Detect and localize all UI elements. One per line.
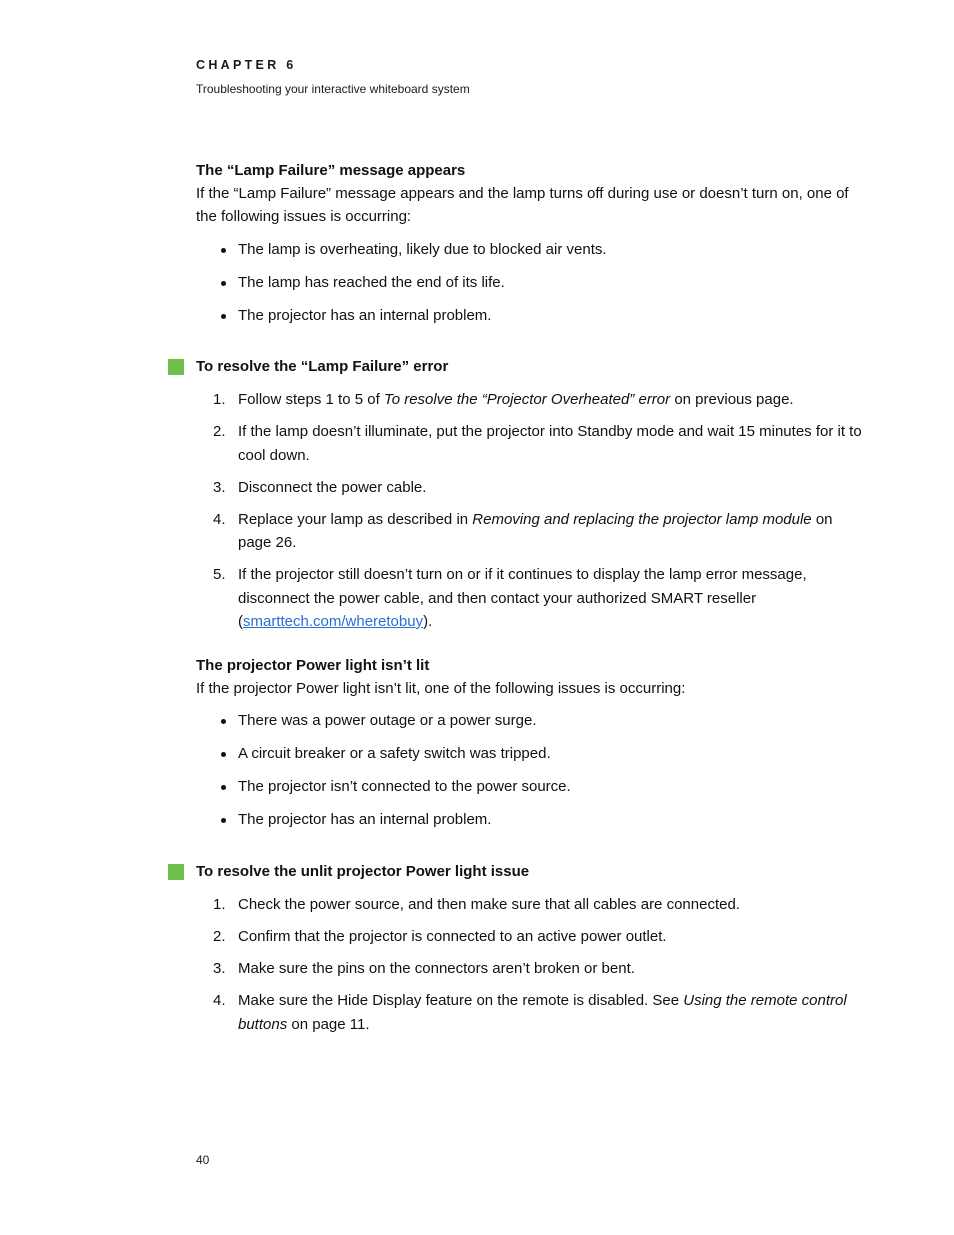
- list-item: The lamp is overheating, likely due to blocked air vents.: [196, 238, 868, 261]
- step-item: 4. Make sure the Hide Display feature on the remote is disabled. See Using the remote control buttons on page 11.: [196, 989, 868, 1036]
- section-intro: If the projector Power light isn’t lit, one of the following issues is occurring:: [196, 680, 686, 697]
- bullet-dot-icon: [221, 248, 226, 253]
- chapter-label: CHAPTER 6: [196, 58, 297, 72]
- procedure-square-icon: [168, 864, 184, 880]
- step-number: 2.: [213, 423, 226, 440]
- bullet-dot-icon: [221, 281, 226, 286]
- list-item: The projector has an internal problem.: [196, 304, 868, 327]
- issue-list: [196, 238, 868, 327]
- step-number: 2.: [213, 928, 226, 945]
- list-item: The projector isn’t connected to the power source.: [196, 775, 868, 798]
- step-item: 4. Replace your lamp as described in Removing and replacing the projector lamp module on page 26.: [196, 508, 868, 555]
- issue-list: [196, 709, 868, 831]
- bullet-dot-icon: [221, 719, 226, 724]
- step-number: 1.: [213, 896, 226, 913]
- cross-reference: Using the remote control buttons: [238, 992, 847, 1033]
- procedure-square-icon: [168, 359, 184, 375]
- step-number: 3.: [213, 478, 226, 496]
- lamp-failure-section: [196, 160, 868, 337]
- step-item: 1. Follow steps 1 to 5 of To resolve the “Projector Overheated” error on previous page.: [196, 388, 868, 412]
- cross-reference: To resolve the “Projector Overheated” error: [383, 391, 671, 408]
- lamp-procedure-steps: [196, 388, 868, 642]
- step-number: 3.: [213, 960, 226, 977]
- step-number: 1.: [213, 391, 226, 408]
- list-item: The lamp has reached the end of its life.: [196, 271, 868, 294]
- chapter-title: Troubleshooting your interactive whiteboard system: [196, 82, 470, 96]
- list-item: The projector has an internal problem.: [196, 808, 868, 831]
- bullet-dot-icon: [221, 818, 226, 823]
- list-item: There was a power outage or a power surge.: [196, 709, 868, 732]
- bullet-dot-icon: [221, 314, 226, 319]
- power-light-section: [196, 655, 868, 841]
- step-item: 2. Confirm that the projector is connected to an active power outlet.: [196, 925, 868, 949]
- reseller-link[interactable]: smarttech.com/wheretobuy: [243, 613, 424, 630]
- cross-reference: Removing and replacing the projector lamp module: [472, 510, 812, 528]
- step-number: 5.: [213, 566, 226, 583]
- power-procedure-steps: [196, 893, 868, 1045]
- step-number: 4.: [213, 510, 226, 528]
- step-item: 5. If the projector still doesn’t turn on or if it continues to display the lamp error message, disconnect the power cable, and then contact your authorized SMART reseller (smarttech.com/wheretobuy).: [196, 563, 868, 634]
- section-heading: The projector Power light isn’t lit: [196, 657, 430, 674]
- step-number: 4.: [213, 992, 226, 1009]
- bullet-dot-icon: [221, 752, 226, 757]
- step-item: 3. Make sure the pins on the connectors aren’t broken or bent.: [196, 957, 868, 981]
- section-intro: If the “Lamp Failure” message appears and the lamp turns off during use or doesn’t turn on, one of the following issues is occurring:: [196, 185, 849, 225]
- step-item: 1. Check the power source, and then make sure that all cables are connected.: [196, 893, 868, 917]
- section-heading: The “Lamp Failure” message appears: [196, 162, 466, 179]
- step-list: [196, 893, 868, 1036]
- bullet-dot-icon: [221, 785, 226, 790]
- step-list: [196, 388, 868, 634]
- list-item: A circuit breaker or a safety switch was tripped.: [196, 742, 868, 765]
- page-number: 40: [196, 1153, 210, 1167]
- procedure-title: To resolve the unlit projector Power light issue: [168, 861, 868, 883]
- step-item: 3. Disconnect the power cable.: [196, 476, 868, 500]
- step-item: 2. If the lamp doesn’t illuminate, put the projector into Standby mode and wait 15 minutes for it to cool down.: [196, 420, 868, 467]
- procedure-title: To resolve the “Lamp Failure” error: [168, 356, 868, 378]
